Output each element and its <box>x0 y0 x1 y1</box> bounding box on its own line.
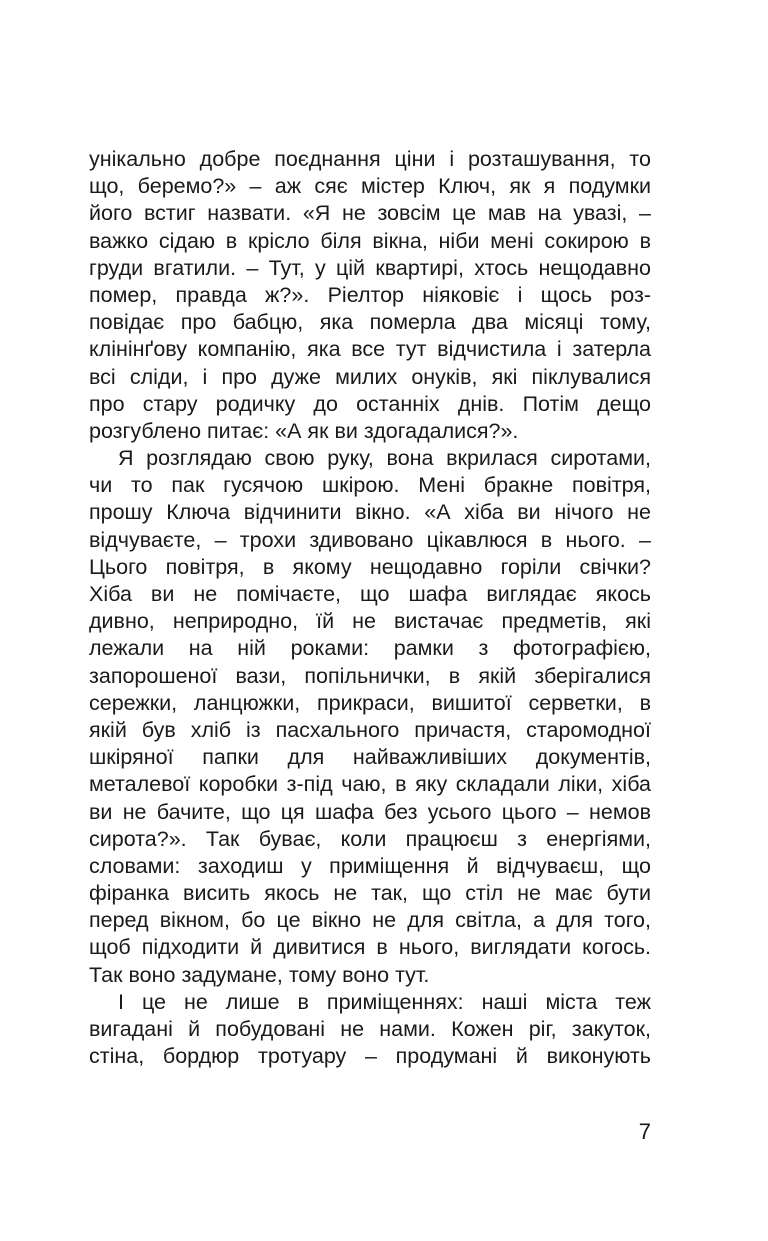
text-line: дивно, неприродно, їй не вистачає предметів, які <box>89 609 651 634</box>
text-line: Я розглядаю свою руку, вона вкрилася сиротами, <box>118 446 651 471</box>
text-line: чи то пак гусячою шкірою. Мені бракне повітря, <box>89 473 651 498</box>
text-line: вигадані й побудовані не нами. Кожен ріг, закуток, <box>89 1017 651 1041</box>
text-line: що, беремо?» – аж сяє містер Ключ, як я подумки <box>89 174 651 199</box>
text-line: груди вгатили. – Тут, у цій квартирі, хтось нещодавно <box>89 255 651 280</box>
text-line: якій був хліб із пасхального причастя, старомодної <box>89 717 651 742</box>
text-line: його встиг назвати. «Я не зовсім це мав на увазі, – <box>89 201 651 226</box>
text-line: ви не бачите, що ця шафа без усього цього – немов <box>89 799 651 824</box>
text-line: повідає про бабцю, яка померла два місяці тому, <box>89 310 651 335</box>
text-line: фіранка висить якось не так, що стіл не має бути <box>89 881 651 906</box>
text-line: стіна, бордюр тротуару – продумані й виконують <box>89 1044 651 1069</box>
text-line: розгублено питає: «А як ви здогадалися?». <box>89 418 519 443</box>
text-line: всі сліди, і про дуже милих онуків, які піклувалися <box>89 364 651 389</box>
text-line: важко сідаю в крісло біля вікна, ніби мені сокирою в <box>89 228 651 253</box>
text-line: сережки, ланцюжки, прикраси, вишитої серветки, в <box>89 690 651 715</box>
text-line: сирота?». Так буває, коли працюєш з енергіями, <box>89 826 651 851</box>
text-line: словами: заходиш у приміщення й відчуваєш, що <box>89 853 651 878</box>
text-line: Цього повітря, в якому нещодавно горіли свічки? <box>89 554 651 579</box>
body-text <box>89 146 651 1070</box>
text-line: перед вікном, бо це вікно не для світла, а для того, <box>89 908 651 933</box>
text-line: про стару родичку до останніх днів. Потім дещо <box>89 391 651 416</box>
text-line: прошу Ключа відчинити вікно. «А хіба ви нічого не <box>89 500 651 525</box>
text-line: помер, правда ж?». Ріелтор ніяковіє і щось роз- <box>89 282 651 307</box>
page-number: 7 <box>638 1119 651 1144</box>
text-line: шкіряної папки для найважливіших документів, <box>89 745 651 770</box>
text-line: Хіба ви не помічаєте, що шафа виглядає якось <box>89 582 651 606</box>
text-line: щоб підходити й дивитися в нього, виглядати когось. <box>89 935 651 960</box>
text-line: металевої коробки з-під чаю, в яку складали ліки, хіба <box>89 772 651 797</box>
text-line: І це не лише в приміщеннях: наші міста теж <box>118 989 651 1014</box>
text-line: Так воно задумане, тому воно тут. <box>89 962 430 987</box>
text-line: відчуваєте, – трохи здивовано цікавлюся в нього. – <box>89 527 651 552</box>
text-line: запорошеної вази, попільнички, в якій зберігалися <box>89 663 651 688</box>
text-line: клінінґову компанію, яка все тут відчистила і затерла <box>89 337 651 362</box>
text-line: унікально добре поєднання ціни і розташування, то <box>89 147 651 171</box>
text-line: лежали на ній роками: рамки з фотографією, <box>89 636 651 661</box>
